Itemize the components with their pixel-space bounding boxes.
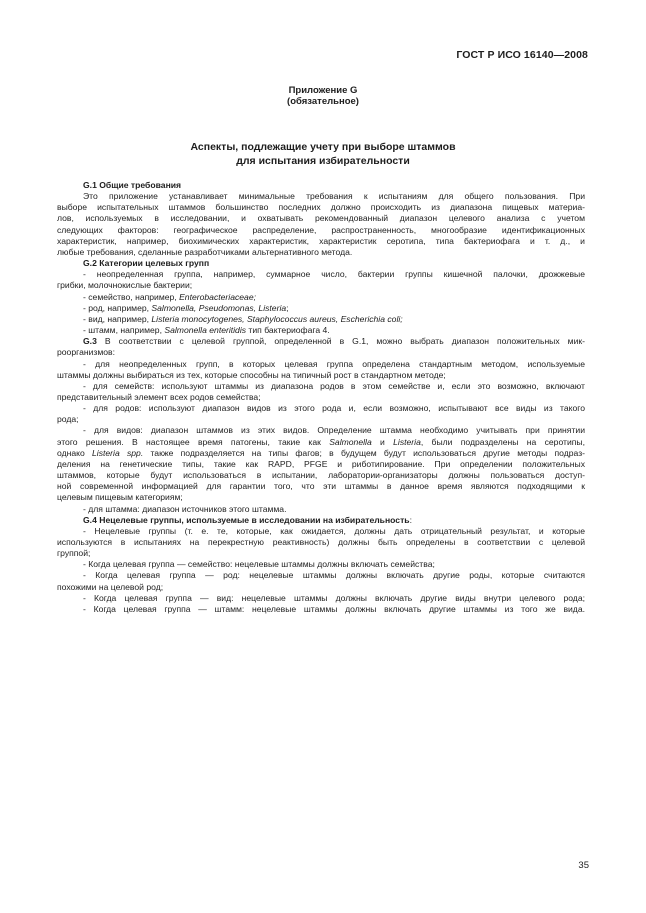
line-segment: - Когда целевая группа — род: нецелевые штаммы должны включать другие роды, которые считаются	[83, 570, 585, 581]
body-line	[57, 180, 585, 191]
line-segment: G.3	[83, 336, 97, 347]
line-segment: - Когда целевая группа — штамм: нецелевые штаммы должны включать другие штаммы из того же вида.	[83, 603, 585, 614]
body-line	[57, 570, 585, 581]
body-line	[57, 225, 585, 236]
line-segment: - вид, например,	[83, 313, 152, 324]
line-segment: - неопределенная группа, например, суммарное число, бактерии группы кишечной палочки, дрожжевые	[83, 269, 585, 280]
line-segment: , были подразделены на серотипы,	[420, 436, 585, 447]
body-line	[57, 481, 585, 492]
body-line	[57, 403, 585, 414]
body-line	[57, 504, 585, 515]
line-segment: G.1 Общие требования	[83, 180, 182, 190]
body-line	[57, 359, 585, 370]
body-line	[57, 470, 585, 481]
body-line	[57, 548, 585, 559]
body-line	[57, 559, 585, 570]
line-segment: следующих факторов: географическое распределение, распространенность, многообразие идентификационных	[57, 224, 585, 235]
appendix-title-line-1: Аспекты, подлежащие учету при выборе штаммов	[190, 141, 456, 153]
body-line	[57, 537, 585, 548]
line-segment: Listeria spp.	[92, 447, 144, 458]
body-line	[57, 582, 585, 593]
line-segment: - для видов: диапазон штаммов из этих видов. Определение штамма необходимо учитывать при принятии	[83, 425, 585, 436]
line-segment: группой;	[57, 548, 91, 559]
line-segment: Enterobacteriaceae;	[179, 291, 256, 302]
page-number: 35	[578, 860, 589, 871]
line-segment: - Когда целевая группа — семейство: нецелевые штаммы должны включать семейства;	[83, 559, 435, 570]
line-segment: :	[409, 514, 412, 525]
line-segment: - для неопределенных групп, в которых целевая группа определена стандартным методом, используемые	[83, 358, 585, 369]
line-segment: - Нецелевые группы (т. е. те, которые, как ожидается, должны дать отрицательный результат, и которые	[83, 525, 585, 536]
line-segment: ной современной информацией для гарантии того, что эти штаммы в данное время являются подходящими к	[57, 481, 585, 492]
line-segment: целевым пищевым категориям;	[57, 492, 183, 503]
line-segment: представительный элемент всех родов семейства;	[57, 391, 261, 402]
line-segment: - для семейств: используют штаммы из диапазона родов в этом семействе и, если это возможно, включают	[83, 380, 585, 391]
body-line	[57, 526, 585, 537]
body-line	[57, 425, 585, 436]
body-line	[57, 325, 585, 336]
line-segment: тип бактериофага 4.	[246, 325, 330, 336]
line-segment: ;	[286, 302, 289, 313]
line-segment: лов, используемых в исследовании, и охватывать рекомендованный диапазон целевого анализа с учетом	[57, 213, 585, 224]
appendix-status: (обязательное)	[287, 96, 359, 107]
line-segment: В соответствии с целевой группой, определенной в G.1, можно выбрать диапазон положительных мик-	[96, 336, 585, 347]
body-line	[57, 459, 585, 470]
line-segment: этого решения. В настоящее время патогены, такие как	[57, 436, 330, 447]
line-segment: выборе испытательных штаммов большинство последних должно происходить из диапазона пищевых материа-	[57, 202, 585, 213]
body-line	[57, 236, 585, 247]
body-line	[57, 202, 585, 213]
line-segment: - Когда целевая группа — вид: нецелевые штаммы должны включать другие виды внутри целевого рода;	[83, 592, 585, 603]
line-segment: - для штамма: диапазон источников этого штамма.	[83, 503, 287, 514]
body-line	[57, 515, 585, 526]
line-segment: Это приложение устанавливает минимальные требования к испытаниям для общего пользования. При	[83, 191, 585, 202]
line-segment: однако	[57, 447, 93, 458]
line-segment: G.4 Нецелевые группы, используемые в исследовании на избирательность	[83, 514, 410, 525]
line-segment: штаммы должны выбираться из тех, которые способны на типичный рост в стандартном методе;	[57, 369, 446, 380]
line-segment: используются в испытаниях на перекрестную реактивность) должны быть определены в соответствии с целевой	[57, 537, 585, 547]
body-line	[57, 414, 585, 425]
line-segment: рода;	[57, 414, 79, 425]
line-segment: Salmonella, Pseudomonas, Listeria	[151, 302, 287, 313]
body-line	[57, 381, 585, 392]
line-segment: Listeria monocytogenes, Staphylococcus aureus, Escherichia coli;	[151, 313, 403, 324]
body-line	[57, 347, 585, 358]
body-line	[57, 437, 585, 448]
line-segment: - семейство, например,	[83, 291, 180, 302]
body-line	[57, 314, 585, 325]
body-line	[57, 213, 585, 224]
line-segment: Listeria	[393, 436, 421, 447]
body-line	[57, 258, 585, 269]
line-segment: - род, например,	[83, 302, 152, 313]
document-body	[57, 180, 585, 615]
line-segment: Salmonella	[329, 436, 372, 447]
body-line	[57, 370, 585, 381]
line-segment: деления на генетические типы, такие как RAPD, PFGE и риботипирование. При определении положительных	[57, 458, 585, 469]
line-segment: G.2 Категории целевых групп	[83, 258, 210, 269]
body-line	[57, 247, 585, 258]
body-line	[57, 191, 585, 202]
line-segment: также подразделяется на типы фагов; в будущем будут использоваться другие методы подраз-	[143, 447, 585, 458]
line-segment: похожими на целевой род;	[57, 581, 164, 592]
body-line	[57, 604, 585, 615]
line-segment: Salmonella enteritidis	[164, 325, 247, 336]
body-line	[57, 392, 585, 403]
appendix-title-line-2: для испытания избирательности	[236, 155, 410, 167]
line-segment: и	[371, 436, 394, 447]
body-line	[57, 593, 585, 604]
appendix-label: Приложение G	[288, 85, 358, 96]
line-segment: любые требования, сделанные разработчиками альтернативного метода.	[57, 246, 353, 257]
body-line	[57, 448, 585, 459]
line-segment: штаммов, которые будут использоваться в испытании, лаборатории-организаторы должны пользоваться доступ-	[57, 470, 585, 481]
line-segment: грибки, молочнокислые бактерии;	[57, 280, 193, 291]
body-line	[57, 336, 585, 347]
body-line	[57, 492, 585, 503]
line-segment: - для родов: используют диапазон видов из этого рода и, если возможно, испытывают все виды из такого	[83, 403, 585, 414]
body-line	[57, 269, 585, 280]
line-segment: роорганизмов:	[57, 347, 115, 358]
body-line	[57, 280, 585, 291]
body-line	[57, 303, 585, 314]
line-segment: - штамм, например,	[83, 325, 165, 336]
standard-designation: ГОСТ Р ИСО 16140—2008	[456, 49, 588, 61]
body-line	[57, 292, 585, 303]
line-segment: характеристик, например, биохимических характеристик, характеристик серотипа, типа бактериофага и т. д., и	[57, 235, 585, 246]
